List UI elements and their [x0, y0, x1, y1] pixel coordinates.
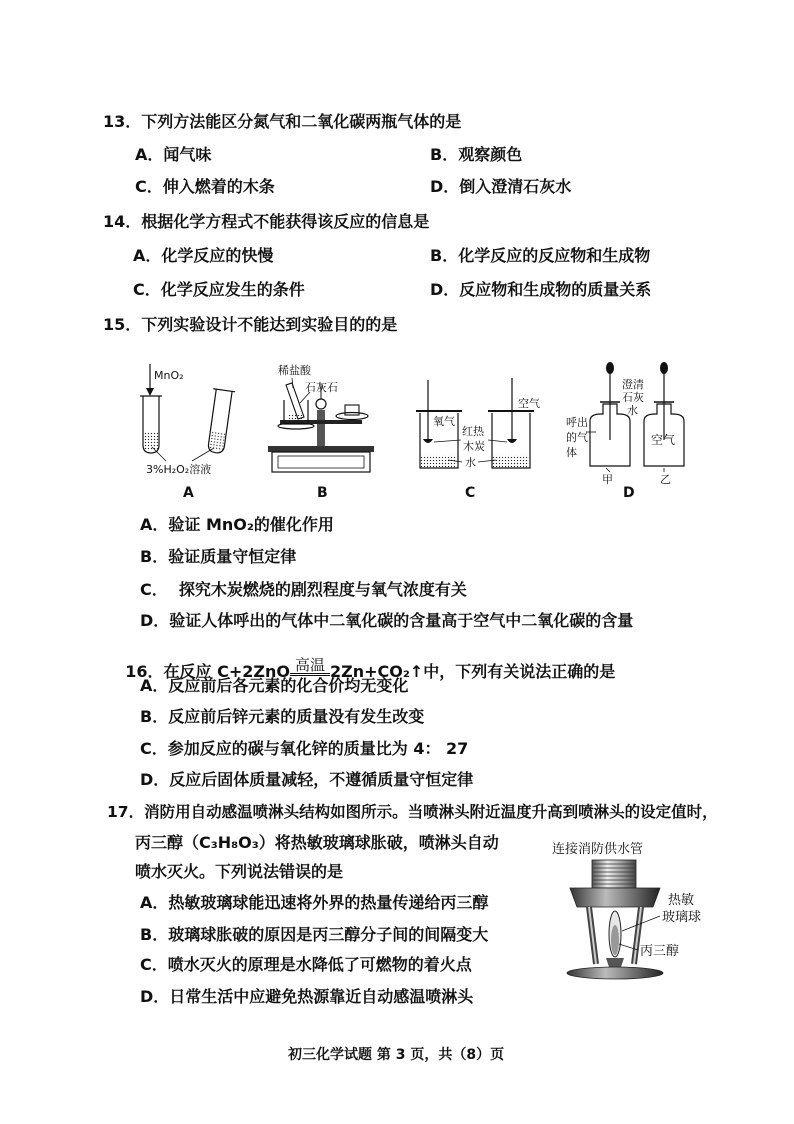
q15-figure [130, 355, 700, 500]
q16-option-d: D．反应后固体质量减轻，不遵循质量守恒定律 [140, 770, 474, 789]
sprinkler-bulb-label-2: 玻璃球 [662, 910, 702, 925]
sprinkler-pipe-label: 连接消防供水管 [552, 842, 644, 857]
q17-stem-line-2: 丙三醇（C₃H₈O₃）将热敏玻璃球胀破，喷淋头自动 [135, 833, 499, 852]
figure-d-jar-left-label: 甲 [602, 473, 613, 486]
figure-d-breath-label-3: 体 [566, 446, 577, 459]
figure-d-caption: D [623, 485, 635, 501]
q17-stem-line-3: 喷水灭火。下列说法错误的是 [135, 862, 344, 881]
right-test-tube [205, 389, 236, 454]
q17-stem-line-1: 17．消防用自动感温喷淋头结构如图所示。当喷淋头附近温度升高到喷淋头的设定值时， [107, 803, 718, 821]
sprinkler-liquid-label: 丙三醇 [640, 944, 680, 959]
page-footer: 初三化学试题 第 3 页，共（8）页 [288, 1047, 505, 1063]
figure-d-limewater-label-3: 水 [627, 404, 638, 417]
q16-option-c: C．参加反应的碳与氧化锌的质量比为 4： 27 [140, 739, 469, 758]
q14-option-c: C．化学反应发生的条件 [133, 280, 305, 299]
q16-reaction-condition: 高温 [290, 657, 330, 676]
figure-d-limewater-label-1: 澄清 [622, 378, 644, 391]
dropper-bulb-icon [606, 362, 614, 374]
q14-option-a: A．化学反应的快慢 [133, 246, 274, 265]
q17-option-c: C．喷水灭火的原理是水降低了可燃物的着火点 [140, 955, 472, 974]
q15-option-c: C． 探究木炭燃烧的剧烈程度与氧气浓度有关 [140, 580, 467, 599]
figure-d-breath-label-2: 的气 [566, 431, 588, 444]
q17-option-a: A．热敏玻璃球能迅速将外界的热量传递给丙三醇 [140, 893, 489, 912]
figure-c-water-label: 水 [465, 456, 476, 469]
figure-a-solution-label: 3%H₂O₂溶液 [146, 463, 212, 476]
q13-option-a: A．闻气味 [135, 145, 212, 164]
q13-option-c: C．伸入燃着的木条 [135, 177, 275, 196]
q14-option-d: D．反应物和生成物的质量关系 [430, 280, 652, 299]
q15-option-d: D．验证人体呼出的气体中二氧化碳的含量高于空气中二氧化碳的含量 [140, 611, 634, 630]
figure-c-charcoal-label-2: 木炭 [463, 440, 485, 453]
q14-stem: 14．根据化学方程式不能获得该反应的信息是 [103, 212, 430, 231]
arrow-down-icon [146, 388, 154, 396]
q13-stem: 13．下列方法能区分氮气和二氧化碳两瓶气体的是 [103, 112, 462, 131]
sprinkler-head [567, 860, 663, 979]
figure-b-caption: B [317, 485, 328, 501]
q16-option-b: B．反应前后锌元素的质量没有发生改变 [140, 707, 425, 726]
figure-b-acid-label: 稀盐酸 [278, 364, 311, 377]
figure-d-air-label: 空气 [651, 433, 676, 447]
figure-a-reagent-label: MnO₂ [154, 369, 184, 382]
q15-option-b: B．验证质量守恒定律 [140, 547, 297, 566]
figure-d-jar-right-label: 乙 [660, 473, 671, 486]
dropper-bulb-icon [660, 362, 668, 374]
q17-option-b: B．玻璃球胀破的原因是丙三醇分子间的间隔变大 [140, 925, 489, 944]
figure-d-breath-label-1: 呼出 [566, 416, 588, 429]
figure-d-limewater-label-2: 石灰 [622, 391, 644, 404]
q15-option-a: A．验证 MnO₂的催化作用 [140, 515, 334, 534]
figure-c-caption: C [465, 485, 476, 501]
q17-option-d: D．日常生活中应避免热源靠近自动感温喷淋头 [140, 987, 474, 1006]
figure-b-stone-label: 石灰石 [305, 381, 338, 394]
q15-stem: 15．下列实验设计不能达到实验目的的是 [103, 315, 398, 334]
figure-c-charcoal-label-1: 红热 [462, 425, 484, 438]
figure-a-caption: A [183, 485, 194, 501]
q16-stem-suffix: 2Zn+CO₂↑中，下列有关说法正确的是 [330, 662, 616, 681]
sprinkler-bulb-label-1: 热敏 [668, 893, 695, 908]
q17-sprinkler-figure [540, 838, 710, 998]
figure-c-air-label: 空气 [518, 397, 540, 410]
q14-option-b: B．化学反应的反应物和生成物 [430, 246, 651, 265]
q13-option-d: D．倒入澄清石灰水 [430, 177, 572, 196]
q16-option-a: A．反应前后各元素的化合价均无变化 [140, 676, 409, 695]
q13-option-b: B．观察颜色 [430, 145, 523, 164]
figure-c-oxygen-label: 氧气 [433, 415, 455, 428]
q16-stem-prefix: 16．在反应 C+2ZnO [125, 662, 290, 681]
